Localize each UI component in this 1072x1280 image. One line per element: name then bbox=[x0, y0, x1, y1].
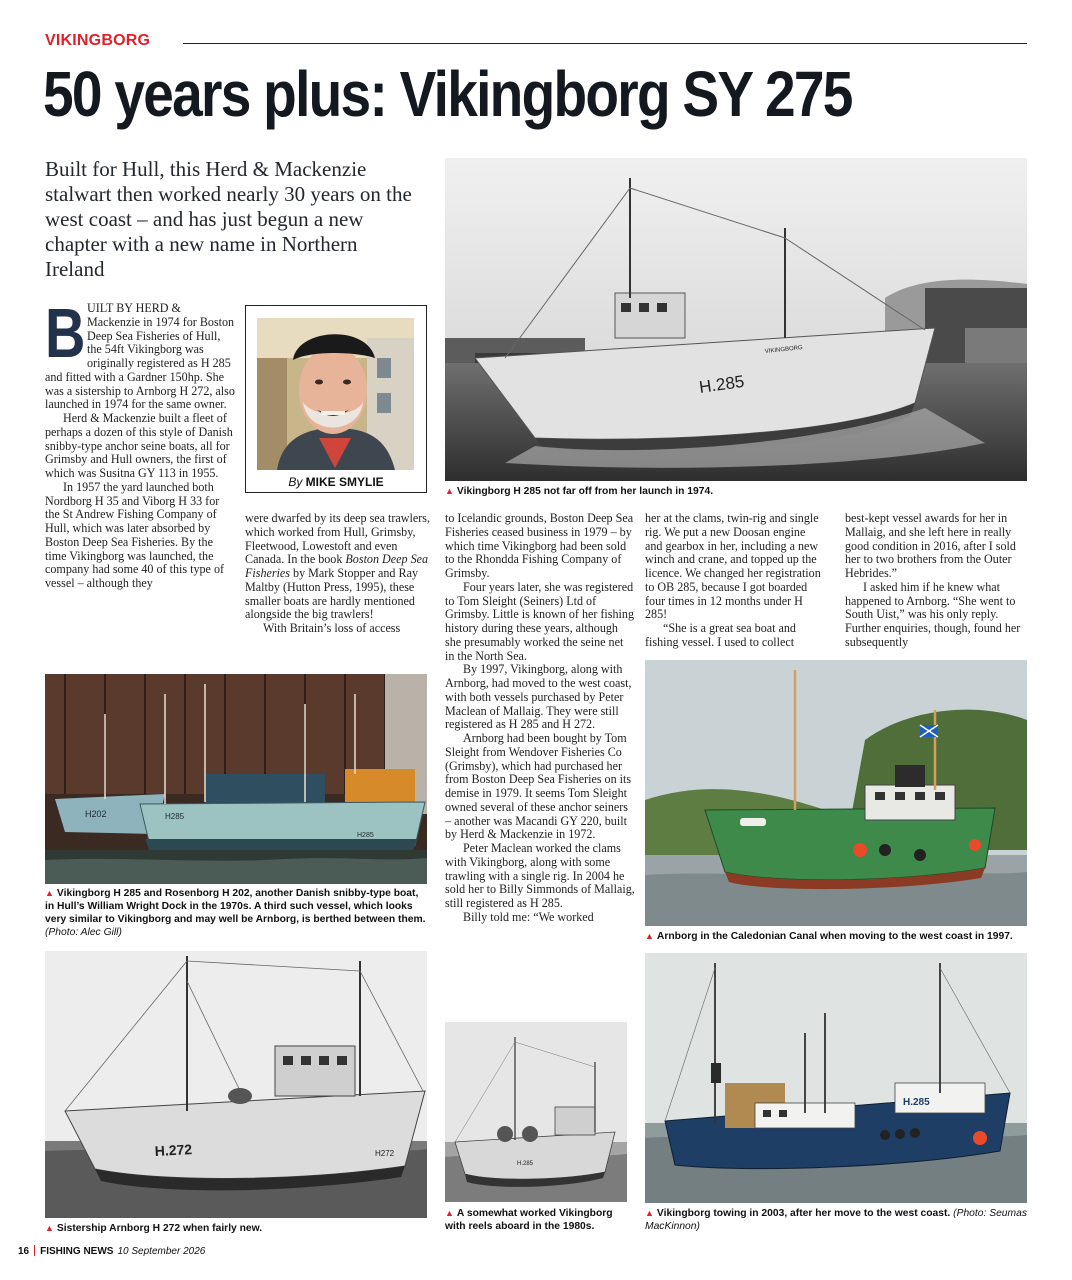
article-text: were dwarfed by its deep sea trawlers, which worked from Hull, Grimsby, Fleetwood, Lowestoft and even Canada. In the book bbox=[245, 511, 431, 567]
caption-arnborg-new bbox=[45, 1222, 427, 1235]
article-column-2 bbox=[245, 512, 435, 636]
photo-credit: (Photo: Seumas MacKinnon) bbox=[645, 1208, 1027, 1232]
issue-date: 10 September 2026 bbox=[117, 1246, 206, 1257]
caption-arrow-icon: ▲ bbox=[445, 486, 454, 496]
article-paragraph: Billy told me: “We worked bbox=[463, 909, 594, 924]
hero-photo-vikingborg-1974 bbox=[445, 158, 1027, 481]
caption-arrow-icon: ▲ bbox=[445, 1208, 454, 1218]
article-paragraph bbox=[45, 294, 235, 412]
article-paragraph: Four years later, she was registered to Tom Sleight (Seiners) Ltd of Grimsby. Little is known of her fishing history during these years, although she presumably worked the seine net in the North Sea. bbox=[445, 579, 634, 663]
lead-in: UILT BY HERD & bbox=[87, 301, 181, 315]
footer-separator bbox=[34, 1245, 35, 1256]
book-title: Boston Deep Sea Fisheries bbox=[245, 552, 429, 580]
article-paragraph bbox=[245, 512, 435, 622]
caption-canal bbox=[645, 930, 1027, 943]
caption-towing bbox=[645, 1207, 1027, 1233]
caption-arrow-icon: ▲ bbox=[45, 1223, 54, 1233]
photo-arnborg-canal bbox=[645, 660, 1027, 926]
caption-text: Arnborg in the Caledonian Canal when moving to the west coast in 1997. bbox=[656, 931, 1013, 942]
byline-author: MIKE SMYLIE bbox=[305, 475, 384, 489]
article-column-1 bbox=[45, 294, 235, 591]
headline: 50 years plus: Vikingborg SY 275 bbox=[43, 58, 852, 130]
publication-name: FISHING NEWS bbox=[40, 1246, 114, 1257]
author-photo bbox=[257, 318, 414, 470]
caption-arrow-icon: ▲ bbox=[45, 888, 54, 898]
drop-cap: B bbox=[45, 294, 86, 372]
article-paragraph: her at the clams, twin-rig and single rig. We put a new Doosan engine and gearbox in her, including a new winch and crane, and topped up the licence. We changed her registration to OB 285, because I got boarded four times in 12 months under H 285! bbox=[645, 511, 821, 622]
caption-arrow-icon: ▲ bbox=[645, 1208, 654, 1218]
byline bbox=[246, 475, 426, 489]
standfirst: Built for Hull, this Herd & Mackenzie stalwart then worked nearly 30 years on the west coast – and has just begun a new chapter with a new name in Northern Ireland bbox=[45, 157, 412, 281]
article-text: by Mark Stopper and Ray Maltby (Hutton Press, 1995), these smaller boats are hardly mentioned alongside the big trawlers! bbox=[245, 566, 418, 622]
dock-reg-mid: H285 bbox=[165, 812, 185, 821]
arnborg-registration: H.272 bbox=[154, 1141, 193, 1159]
byline-prefix: By bbox=[288, 475, 303, 489]
article-paragraph: By 1997, Vikingborg, along with Arnborg, had moved to the west coast, with both vessels purchased by Peter Maclean of Mallaig. They were still registered as H 285 and H 272. bbox=[445, 662, 632, 732]
hero-boat-name: VIKINGBORG bbox=[764, 345, 804, 355]
article-text: Mackenzie in 1974 for Boston Deep Sea Fisheries of Hull, the 54ft Vikingborg was originally registered as H 285 and fitted with a Gardner 150hp. She was a sistership to Arnborg H 272, also launched in 1974 for the same owner. bbox=[45, 314, 235, 412]
dock-reg-left: H202 bbox=[85, 809, 107, 819]
caption-text: Vikingborg towing in 2003, after her move to the west coast. bbox=[656, 1208, 951, 1219]
caption-text: Sistership Arnborg H 272 when fairly new. bbox=[56, 1223, 263, 1234]
caption-reels bbox=[445, 1207, 635, 1233]
photo-vikingborg-towing bbox=[645, 953, 1027, 1203]
towing-registration: H.285 bbox=[903, 1097, 930, 1108]
photo-vikingborg-reels bbox=[445, 1022, 627, 1202]
header-rule bbox=[183, 43, 1027, 44]
hero-registration: H.285 bbox=[697, 371, 746, 397]
caption-text: Vikingborg H 285 not far off from her launch in 1974. bbox=[456, 486, 714, 497]
caption-text: Vikingborg H 285 and Rosenborg H 202, another Danish snibby-type boat, in Hull’s William Wright Dock in the 1970s. A third such vessel, which looks very similar to Vikingborg and may well be Arnborg, is berthed between them. bbox=[45, 888, 426, 925]
section-label: VIKINGBORG bbox=[45, 32, 151, 49]
article-paragraph: Herd & Mackenzie built a fleet of perhaps a dozen of this style of Danish snibby-type anchor seine boats, all for Grimsby and Hull owners, the first of which was Susitna GY 113 in 1955. bbox=[45, 411, 233, 480]
reels-registration: H.285 bbox=[517, 1161, 534, 1167]
article-paragraph: Arnborg had been bought by Tom Sleight from Wendover Fisheries Co (Grimsby), which had purchased her from Boston Deep Sea Fisheries on its demise in 1979. It seems Tom Sleight owned several of these anchor seiners – another was Macandi GY 220, built by Herd & Mackenzie in 1972. bbox=[445, 731, 632, 842]
byline-box bbox=[245, 305, 427, 493]
article-paragraph: Peter Maclean worked the clams with Vikingborg, along with some trawling with a single rig. In 2004 he sold her to Billy Simmonds of Mallaig, still registered as H 285. bbox=[445, 841, 635, 910]
caption-text: A somewhat worked Vikingborg with reels aboard in the 1980s. bbox=[445, 1208, 613, 1232]
photo-arnborg-h272 bbox=[45, 951, 427, 1218]
article-column-3 bbox=[445, 512, 635, 925]
caption-arrow-icon: ▲ bbox=[645, 931, 654, 941]
article-paragraph: to Icelandic grounds, Boston Deep Sea Fisheries ceased business in 1979 – by which time Vikingborg had been sold to the Rhondda Fishing Company of Grimsby. bbox=[445, 511, 634, 580]
photo-hull-dock bbox=[45, 674, 427, 884]
article-paragraph: best-kept vessel awards for her in Mallaig, and she left here in really good condition in 2016, after I sold her to two brothers from the Outer Hebrides.” bbox=[845, 511, 1016, 580]
arnborg-registration-bow: H272 bbox=[375, 1149, 395, 1158]
caption-dock bbox=[45, 887, 427, 939]
dock-reg-right: H285 bbox=[357, 832, 374, 839]
article-paragraph: With Britain’s loss of access bbox=[263, 621, 401, 635]
article-column-5 bbox=[845, 512, 1027, 650]
article-column-4 bbox=[645, 512, 825, 650]
article-paragraph: I asked him if he knew what happened to Arnborg. “She went to South Uist,” was his only reply. Further enquiries, though, found her subsequently bbox=[845, 579, 1021, 649]
article-paragraph: In 1957 the yard launched both Nordborg H 35 and Viborg H 33 for the St Andrew Fishing Company of Hull, which was later absorbed by Boston Deep Sea Fisheries. By the time Vikingborg was launched, the company had some 40 of this type of vessel – although they bbox=[45, 479, 225, 590]
caption-hero bbox=[445, 485, 1027, 498]
photo-credit: (Photo: Alec Gill) bbox=[45, 927, 122, 938]
page-footer bbox=[18, 1245, 205, 1257]
article-paragraph: “She is a great sea boat and fishing vessel. I used to collect bbox=[645, 621, 796, 649]
page-number: 16 bbox=[18, 1246, 30, 1257]
